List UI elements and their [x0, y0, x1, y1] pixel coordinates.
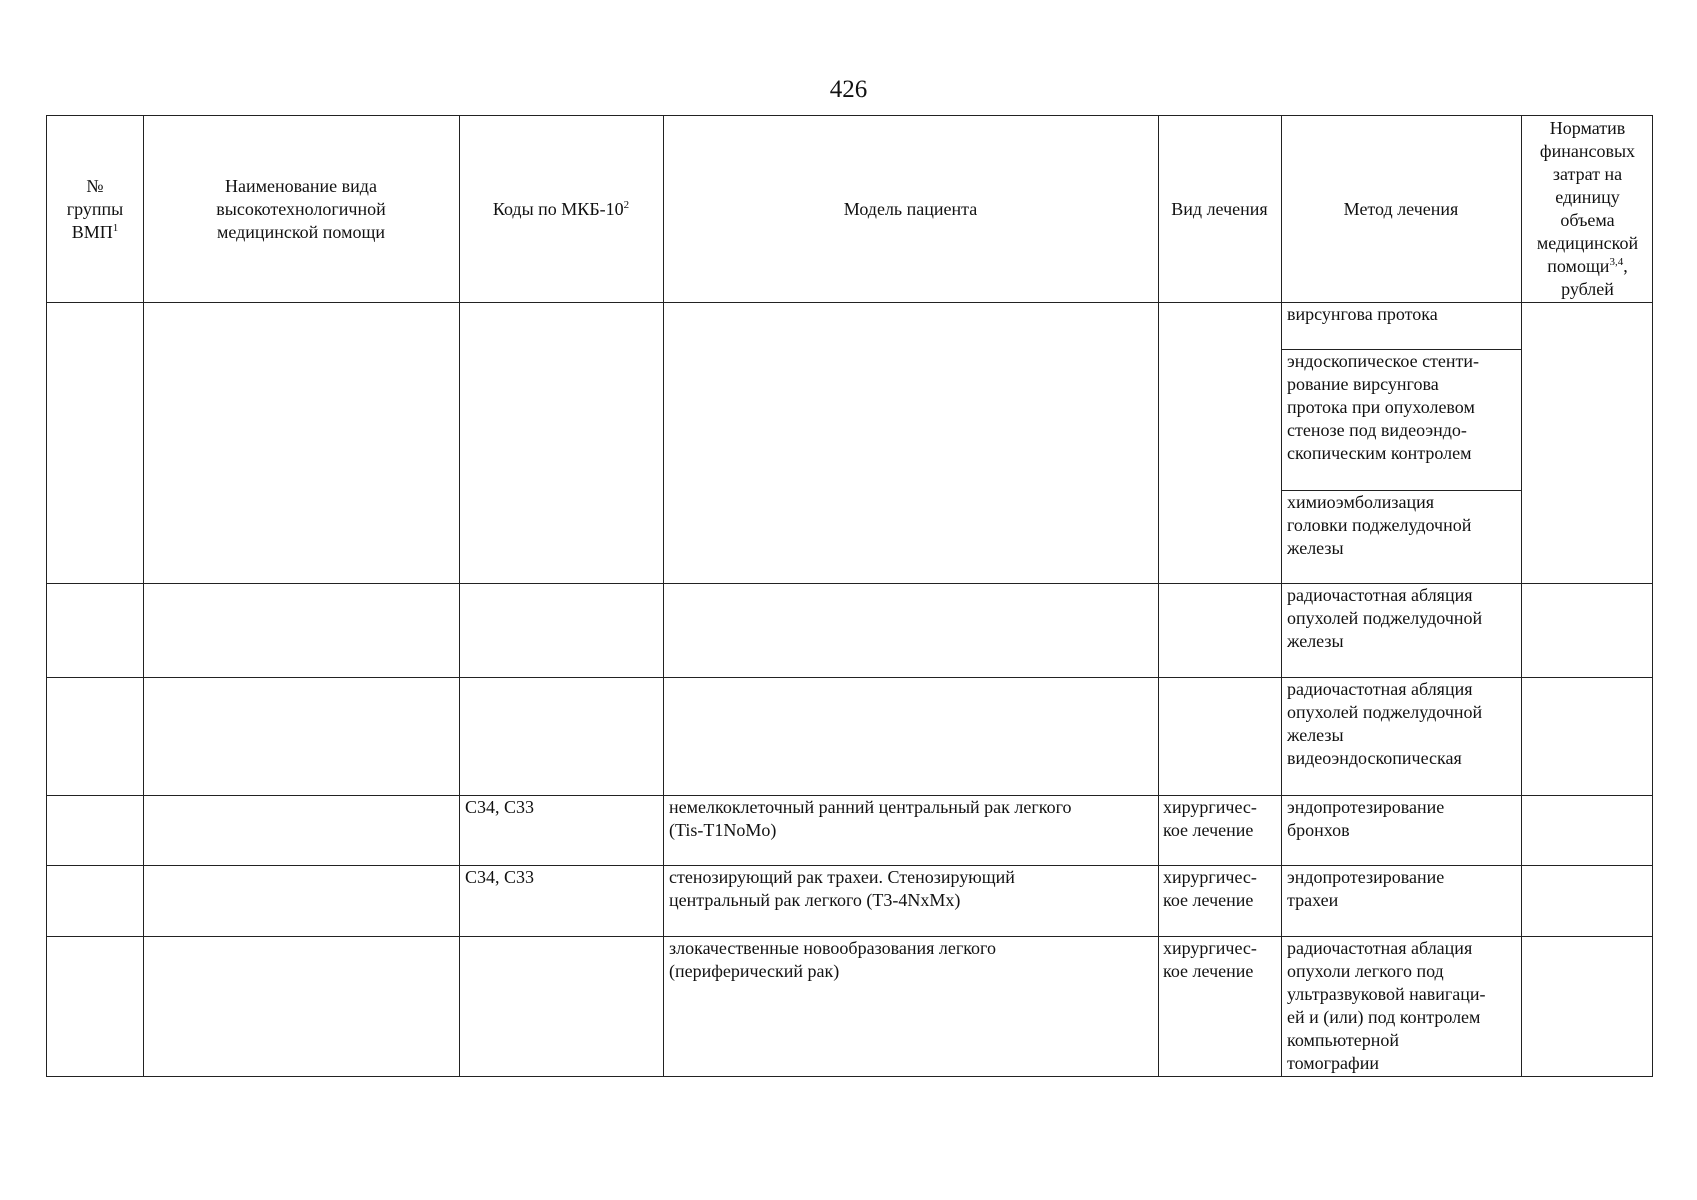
header-treatment-method: Метод лечения	[1343, 198, 1459, 219]
method-cell: химиоэмболизация головки поджелудочной железы	[1287, 492, 1472, 558]
patient-model-cell: немелкоклеточный ранний центральный рак легкого (Tis-T1NoMo)	[669, 797, 1072, 840]
header-patient-model: Модель пациента	[843, 198, 978, 219]
treatment-type-cell: хирургичес- кое лечение	[1163, 867, 1257, 910]
header-group-number: № группы ВМП$^1$	[66, 175, 124, 242]
icd-code-cell: C34, C33	[465, 797, 535, 817]
method-cell: эндоскопическое стенти- рование вирсунгова протока при опухолевом стенозе под видеоэндо- скопическим контролем	[1287, 351, 1480, 463]
treatment-type-cell: хирургичес- кое лечение	[1163, 797, 1257, 840]
header-care-type: Наименование вида высокотехнологичной медицинской помощи	[216, 175, 386, 242]
patient-model-cell: стенозирующий рак трахеи. Стенозирующий центральный рак легкого (T3-4NxMx)	[669, 867, 1015, 910]
method-cell: радиочастотная абляция опухолей поджелудочной железы	[1287, 585, 1483, 651]
icd-code-cell: C34, C33	[465, 867, 535, 887]
header-icd-codes: Коды по МКБ-$10^2$	[492, 198, 630, 219]
page-number: 426	[829, 76, 868, 103]
method-cell: радиочастотная аблация опухоли легкого под ультразвуковой навигаци- ей и (или) под контролем компьютерной томографии	[1287, 938, 1486, 1073]
method-cell: вирсунгова протока	[1287, 304, 1438, 324]
method-cell: радиочастотная абляция опухолей поджелудочной железы видеоэндоскопическая	[1287, 679, 1483, 768]
patient-model-cell: злокачественные новообразования легкого (периферический рак)	[669, 938, 996, 981]
method-cell: эндопротезирование бронхов	[1287, 797, 1445, 840]
header-treatment-type: Вид лечения	[1171, 198, 1268, 219]
header-cost-norm: Норматив финансовых затрат на единицу объема медицинской помощи$^{3,4}$, рублей	[1536, 118, 1639, 299]
method-cell: эндопротезирование трахеи	[1287, 867, 1445, 910]
treatment-type-cell: хирургичес- кое лечение	[1163, 938, 1257, 981]
treatment-table	[46, 115, 1653, 1077]
